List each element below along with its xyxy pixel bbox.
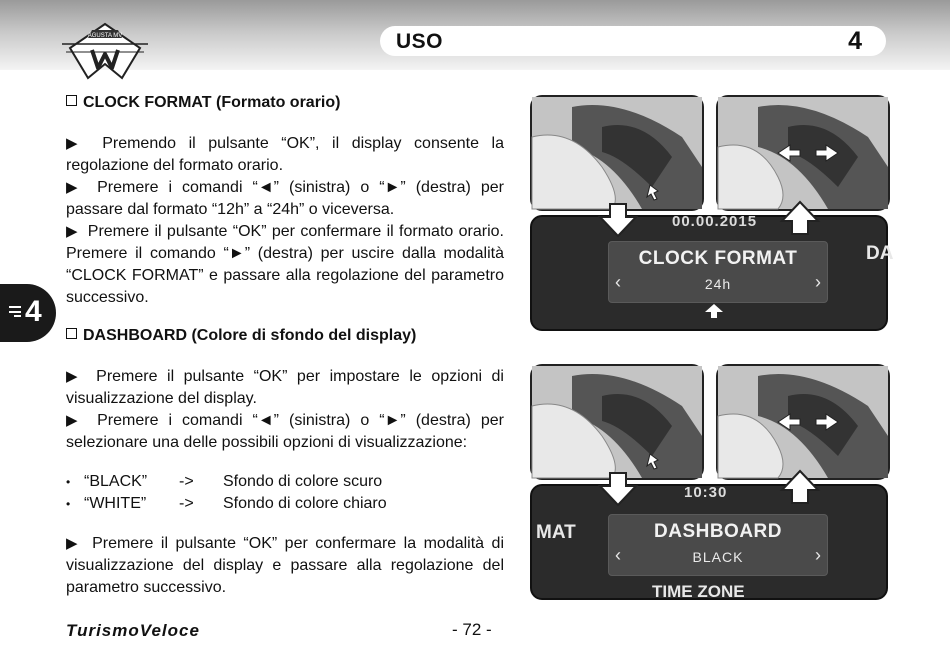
triangle-bullet-icon: ▶ — [66, 535, 81, 552]
logo-text: AGUSTA MV — [87, 33, 123, 39]
clock-paragraph — [66, 221, 504, 309]
dashboard-heading-text: DASHBOARD (Colore di sfondo del display) — [83, 327, 417, 344]
section-bar — [380, 26, 886, 56]
triangle-bullet-icon: ▶ — [66, 368, 83, 385]
option-arrow: -> — [179, 473, 194, 490]
display-top-text: 10:30 — [684, 484, 728, 501]
dashboard-figure — [530, 364, 888, 604]
handlebar-illustration-icon — [532, 366, 702, 478]
option-description: Sfondo di colore chiaro — [223, 495, 387, 512]
arrow-up-icon — [780, 201, 820, 235]
handlebar-photo-ok — [530, 364, 704, 480]
option-value: “WHITE” — [84, 495, 147, 512]
display-side-text: DA — [866, 243, 894, 264]
display-side-text: MAT — [536, 522, 576, 543]
handlebar-photo-arrows — [716, 95, 890, 211]
paragraph-text: Premere il pulsante “OK” per confermare il formato orario. Premere il comando “►” (destra) per uscire dalla modalità “CLOCK FORMAT” e passare alla regolazione del parametro successivo. — [66, 223, 504, 306]
display-top-text: 00.00.2015 — [672, 213, 758, 230]
display-value: 24h — [704, 276, 732, 292]
arrow-down-icon — [598, 203, 638, 237]
chevron-right-icon: › — [815, 545, 821, 565]
clock-paragraph — [66, 177, 504, 221]
page-number: - 72 - — [452, 620, 492, 639]
paragraph-text: Premere i comandi “◄” (sinistra) o “►” (destra) per passare dal formato “12h” a “24h” o viceversa. — [66, 179, 504, 218]
clock-format-figure — [530, 95, 894, 335]
arrow-up-icon — [780, 470, 820, 504]
chapter-icon — [8, 304, 22, 320]
clock-heading-text: CLOCK FORMAT (Formato orario) — [83, 94, 341, 111]
clock-paragraphs — [66, 133, 504, 309]
bullet-dot: • — [66, 497, 71, 511]
arrow-up-icon — [704, 303, 724, 319]
paragraph-text: Premendo il pulsante “OK”, il display consente la regolazione del formato orario. — [66, 135, 504, 174]
paragraph-text: Premere i comandi “◄” (sinistra) o “►” (destra) per selezionare una delle possibili opzioni di visualizzazione: — [66, 412, 504, 451]
chevron-left-icon: ‹ — [615, 545, 621, 565]
display-title: DASHBOARD — [654, 521, 782, 542]
checkbox-icon — [66, 95, 77, 106]
triangle-bullet-icon: ▶ — [66, 135, 86, 152]
dashboard-display — [530, 213, 894, 331]
display-panel — [608, 241, 828, 303]
option-value: “BLACK” — [84, 473, 148, 490]
dashboard-paragraph — [66, 410, 504, 454]
checkbox-icon — [66, 328, 77, 339]
display-bottom-text: TIME ZONE — [652, 582, 745, 601]
handlebar-illustration-icon — [718, 97, 888, 209]
dashboard-heading — [66, 327, 416, 345]
side-chapter-tab — [0, 284, 56, 342]
dashboard-final-paragraph — [66, 533, 504, 599]
dashboard-paragraphs — [66, 366, 504, 454]
arrow-down-icon — [598, 472, 638, 506]
section-title: USO — [396, 30, 444, 53]
paragraph-text: Premere il pulsante “OK” per confermare la modalità di visualizzazione del display e passare alla regolazione del parametro successivo. — [66, 535, 505, 596]
mv-agusta-logo — [60, 20, 150, 90]
chevron-right-icon: › — [815, 272, 821, 292]
dashboard-paragraph — [66, 533, 504, 599]
handlebar-photo-ok — [530, 95, 704, 211]
dashboard-paragraph — [66, 366, 504, 410]
clock-paragraph — [66, 133, 504, 177]
dashboard-display — [530, 484, 888, 600]
paragraph-text: Premere il pulsante “OK” per impostare le opzioni di visualizzazione del display. — [66, 368, 504, 407]
handlebar-illustration-icon — [718, 366, 888, 478]
footer-brand: TurismoVeloce — [66, 621, 200, 640]
display-panel — [608, 514, 828, 576]
section-number: 4 — [848, 27, 862, 55]
option-description: Sfondo di colore scuro — [223, 473, 383, 490]
side-chapter-number: 4 — [25, 295, 42, 328]
handlebar-illustration-icon — [532, 97, 702, 209]
chevron-left-icon: ‹ — [615, 272, 621, 292]
display-value: BLACK — [692, 549, 744, 565]
display-title: CLOCK FORMAT — [638, 248, 798, 269]
bullet-dot: • — [66, 475, 71, 489]
option-arrow: -> — [179, 495, 194, 512]
handlebar-photo-arrows — [716, 364, 890, 480]
triangle-bullet-icon: ▶ — [66, 179, 84, 196]
triangle-bullet-icon: ▶ — [66, 412, 84, 429]
triangle-bullet-icon: ▶ — [66, 223, 79, 240]
clock-heading — [66, 94, 340, 112]
